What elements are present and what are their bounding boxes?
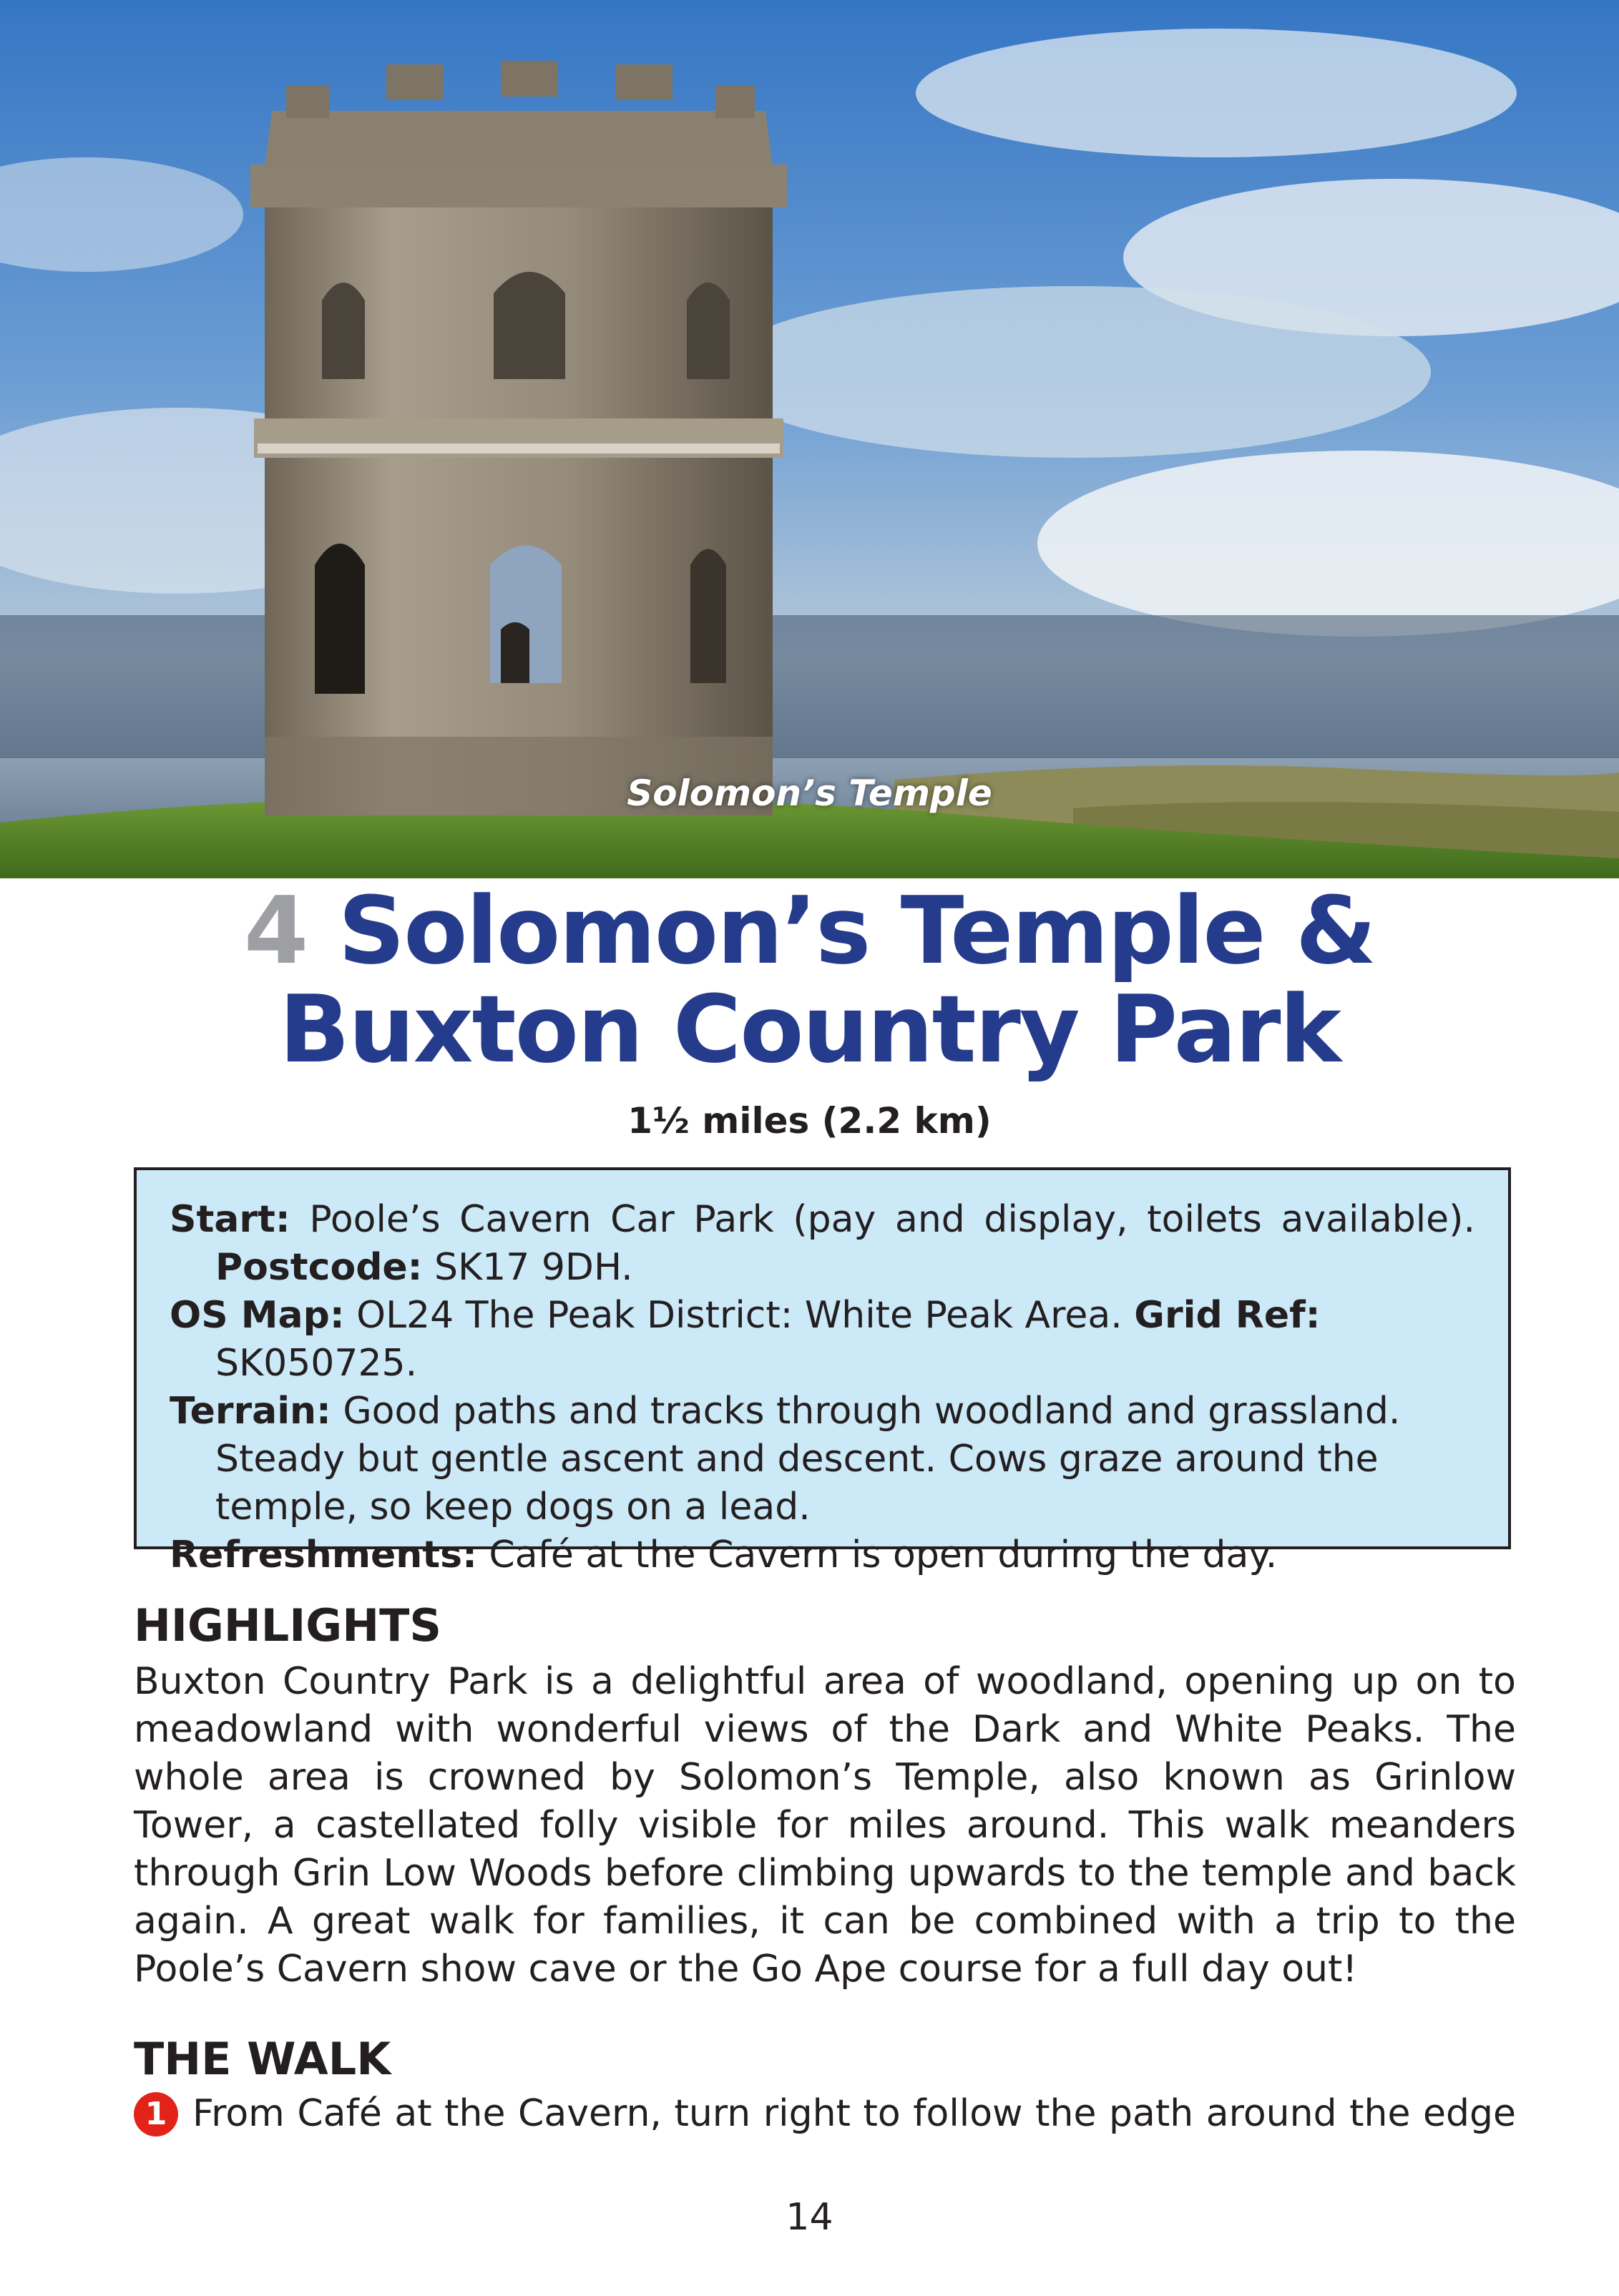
postcode-value: SK17 9DH.: [434, 1246, 633, 1289]
step-1-text: From Café at the Cavern, turn right to follow the path around the edge: [192, 2092, 1516, 2135]
photo-caption: Solomon’s Temple: [627, 772, 992, 814]
refreshments-info: [170, 1531, 1475, 1579]
walk-step-1: [134, 2090, 1516, 2138]
gridref-label: Grid Ref:: [1134, 1294, 1321, 1337]
walk-distance: 1½ miles (2.2 km): [627, 1100, 992, 1142]
osmap-label: OS Map:: [170, 1294, 345, 1337]
start-value: Poole’s Cavern Car Park (pay and display, toilets available).: [309, 1198, 1475, 1241]
osmap-info: [170, 1292, 1475, 1388]
solomons-temple-photo: [0, 0, 1619, 878]
title-line-2: Buxton Country Park: [279, 975, 1340, 1084]
step-number-badge: 1: [134, 2092, 178, 2136]
gridref-value: SK050725.: [215, 1342, 418, 1385]
the-walk-heading: THE WALK: [134, 2033, 391, 2085]
walk-info-box: [134, 1167, 1511, 1576]
terrain-info: [170, 1388, 1475, 1531]
terrain-label: Terrain:: [170, 1390, 331, 1433]
start-info: [170, 1196, 1475, 1292]
osmap-value: OL24 The Peak District: White Peak Area.: [356, 1294, 1122, 1337]
refreshments-value: Café at the Cavern is open during the day.: [489, 1534, 1278, 1576]
walk-number: 4: [243, 876, 308, 985]
highlights-text: Buxton Country Park is a delightful area of woodland, opening up on to meadowland with wonderful views of the Dark and White Peaks. The whole area is crowned by Solomon’s Temple, also known as Grinlow Tower, a castellated folly visible for miles around. This walk meanders through Grin Low Woods before climbing upwards to the temple and back again. A great walk for families, it can be combined with a trip to the Poole’s Cavern show cave or the Go Ape course for a full day out!: [134, 1660, 1516, 1991]
start-label: Start:: [170, 1198, 290, 1241]
header-photo: [0, 0, 1619, 878]
postcode-label: Postcode:: [215, 1246, 423, 1289]
walk-title: [0, 876, 1619, 1084]
refreshments-label: Refreshments:: [170, 1534, 477, 1576]
terrain-value: Good paths and tracks through woodland and grassland. Steady but gentle ascent and descent. Cows graze around the temple, so keep dogs on a lead.: [215, 1390, 1401, 1529]
page-number: 14: [786, 2196, 833, 2239]
title-line-1: [0, 876, 1619, 985]
highlights-heading: HIGHLIGHTS: [134, 1599, 442, 1652]
title-text-1: Solomon’s Temple &: [338, 876, 1376, 985]
